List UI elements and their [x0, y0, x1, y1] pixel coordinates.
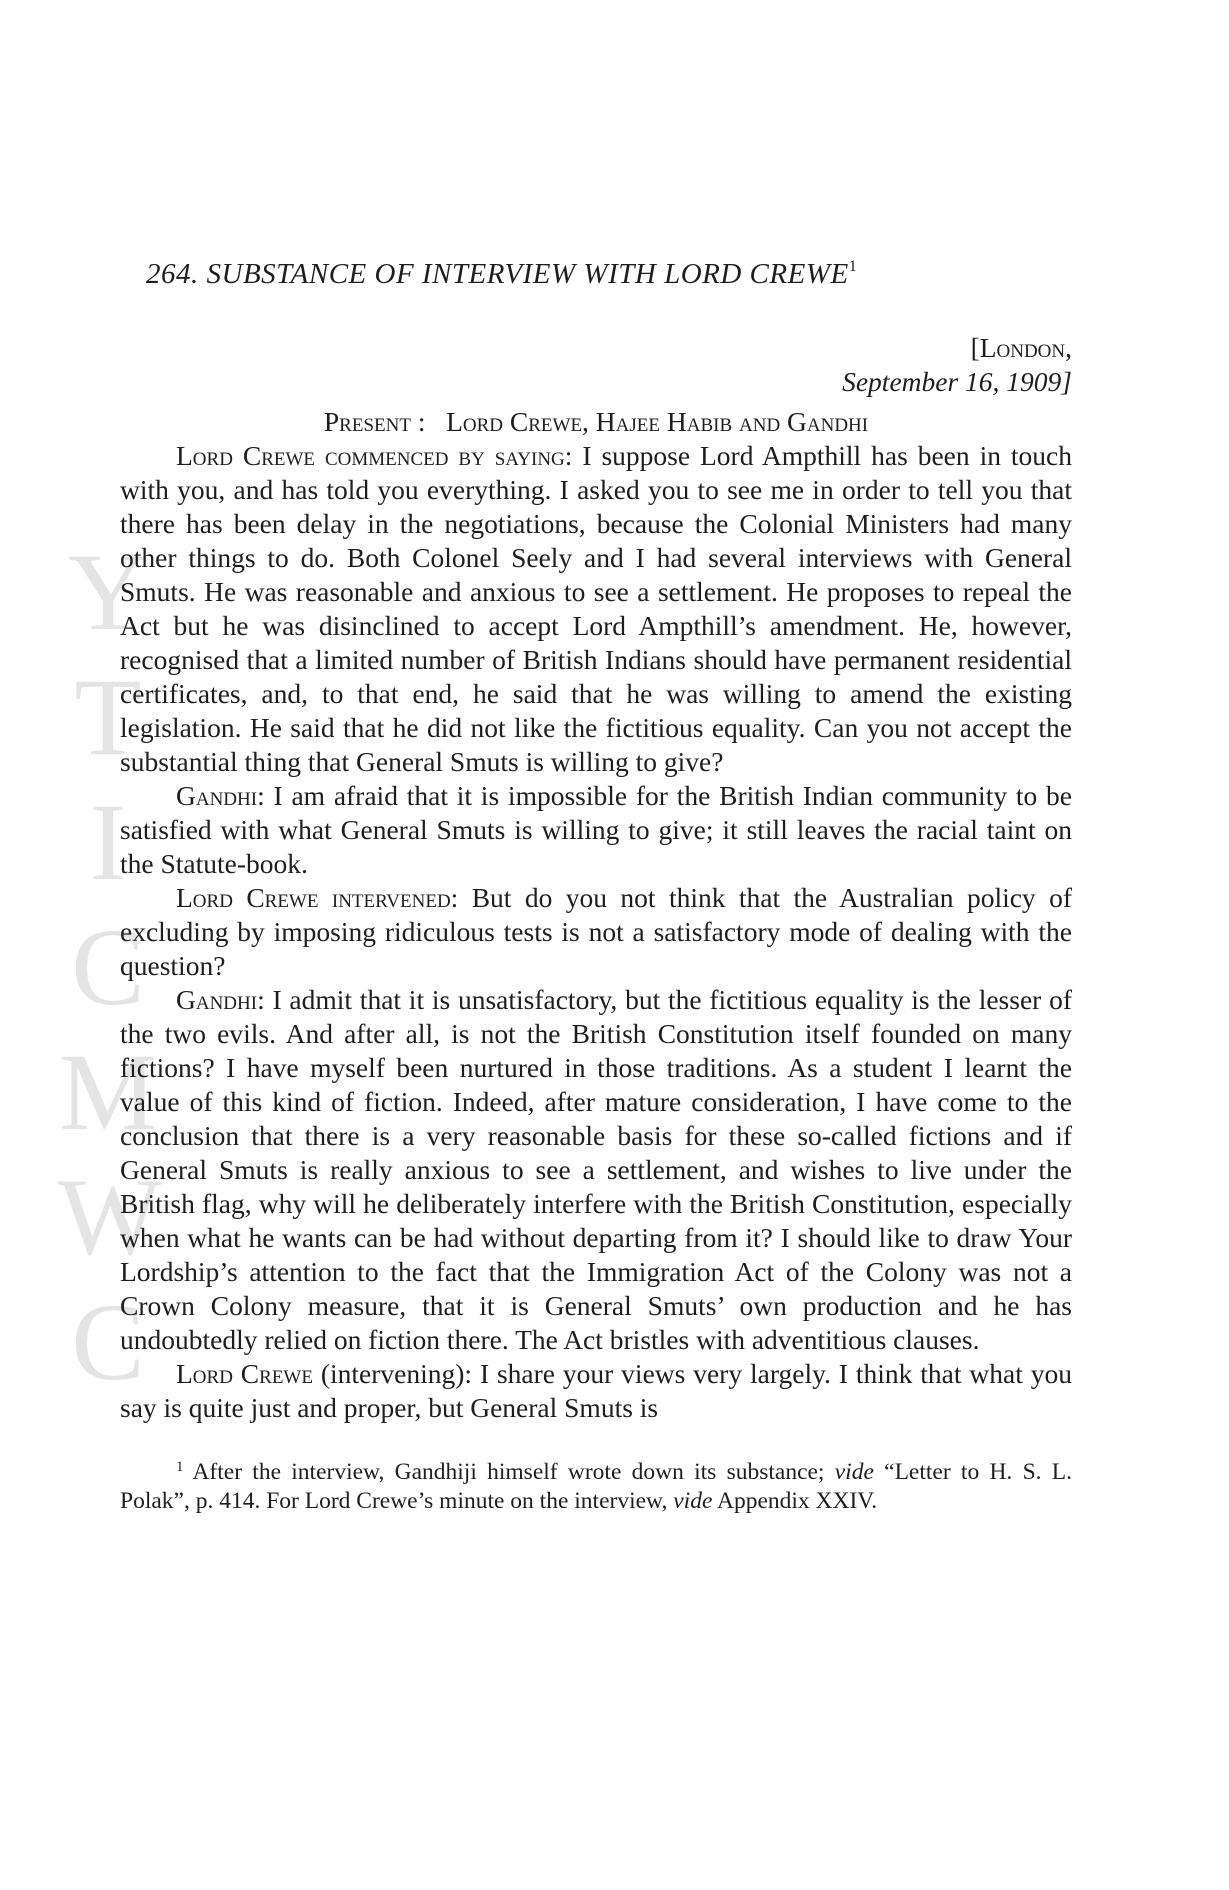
paragraph-text: : I admit that it is unsatisfactory, but the fictitious equality is the lesser of the two evils. And after all, is not the British Constitution itself founded on many fictions? I have myself been nurtured in those traditions. As a student I learnt the value of this kind of fiction. Indeed, after mature consideration, I have come to the conclusion that there is a very reasonable basis for these so-called fictions and if General Smuts is really anxious to see a settlement, and wishes to live under the British flag, why will he deliberately interfere with the British Constitution, especially when what he wants can be had without departing from it? I should like to draw Your Lordship’s attention to the fact that the Immigration Act of the Colony was not a Crown Colony measure, that it is General Smuts’ own production and he has undoubtedly relied on fiction there. The Act bristles with adventitious clauses. — [120, 984, 1072, 1355]
speaker: Lord Crewe commenced by saying — [176, 440, 565, 471]
speaker: Lord Crewe intervened — [176, 882, 451, 913]
watermark-letter: M — [59, 1031, 157, 1153]
paragraph-text: (intervening): I share your views very largely. I think that what you say is quite just and proper, but General Smuts is — [120, 1358, 1072, 1423]
watermark-letter: I — [89, 781, 127, 903]
footnote — [120, 1453, 1072, 1516]
present-names: Lord Crewe, Hajee Habib and Gandhi — [446, 406, 869, 437]
paragraph — [120, 983, 1072, 1357]
paragraph-text: : But do you not think that the Australian policy of excluding by imposing ridiculous tests is not a satisfactory mode of dealing with the question? — [120, 882, 1072, 981]
page-content — [120, 250, 1072, 1516]
speaker: Lord Crewe — [176, 1358, 313, 1389]
present-line — [120, 405, 1072, 439]
heading-number: 264. — [146, 258, 199, 290]
footnote-mark: 1 — [176, 1459, 184, 1475]
paragraph — [120, 439, 1072, 779]
watermark-letter: C — [71, 1281, 145, 1403]
footnote-vide: vide — [834, 1459, 874, 1485]
footnote-text: “Letter to H. S. L. Polak”, p. 414. For Lord Crewe’s minute on the interview, — [120, 1459, 1072, 1514]
document-heading — [146, 250, 1072, 291]
paragraph — [120, 779, 1072, 881]
watermark-letter: C — [71, 906, 145, 1028]
date-line: September 16, 1909] — [842, 366, 1072, 397]
paragraph — [120, 881, 1072, 983]
watermark-letter: W — [58, 1156, 162, 1278]
speaker: Gandhi — [176, 780, 258, 811]
footnote-text: After the interview, Gandhiji himself wrote down its substance; — [183, 1459, 835, 1485]
watermark-letter: T — [74, 656, 142, 778]
paragraph-text: : I am afraid that it is impossible for the British Indian community to be satisfied with what General Smuts is willing to give; it still leaves the racial taint on the Statute-book. — [120, 780, 1072, 879]
heading-footnote-ref: 1 — [848, 258, 858, 275]
heading-title: SUBSTANCE OF INTERVIEW WITH LORD CREWE — [206, 258, 849, 290]
paragraph — [120, 1357, 1072, 1425]
place-line: [London, — [970, 332, 1072, 363]
watermark-letter: Y — [68, 531, 148, 653]
present-label: Present : — [323, 406, 426, 437]
footnote-text: Appendix XXIV. — [712, 1488, 878, 1514]
speaker: Gandhi — [176, 984, 258, 1015]
paragraph-text: : I suppose Lord Ampthill has been in touch with you, and has told you everything. I asked you to see me in order to tell you that there has been delay in the negotiations, because the Colonial Ministers had many other things to do. Both Colonel Seely and I had several interviews with General Smuts. He was reasonable and anxious to see a settlement. He proposes to repeal the Act but he was disinclined to accept Lord Ampthill’s amendment. He, however, recognised that a limited number of British Indians should have permanent residential certificates, and, to that end, he said that he was willing to amend the existing legislation. He said that he did not like the fictitious equality. Can you not accept the substantial thing that General Smuts is willing to give? — [120, 440, 1073, 777]
footnote-vide: vide — [673, 1488, 713, 1514]
